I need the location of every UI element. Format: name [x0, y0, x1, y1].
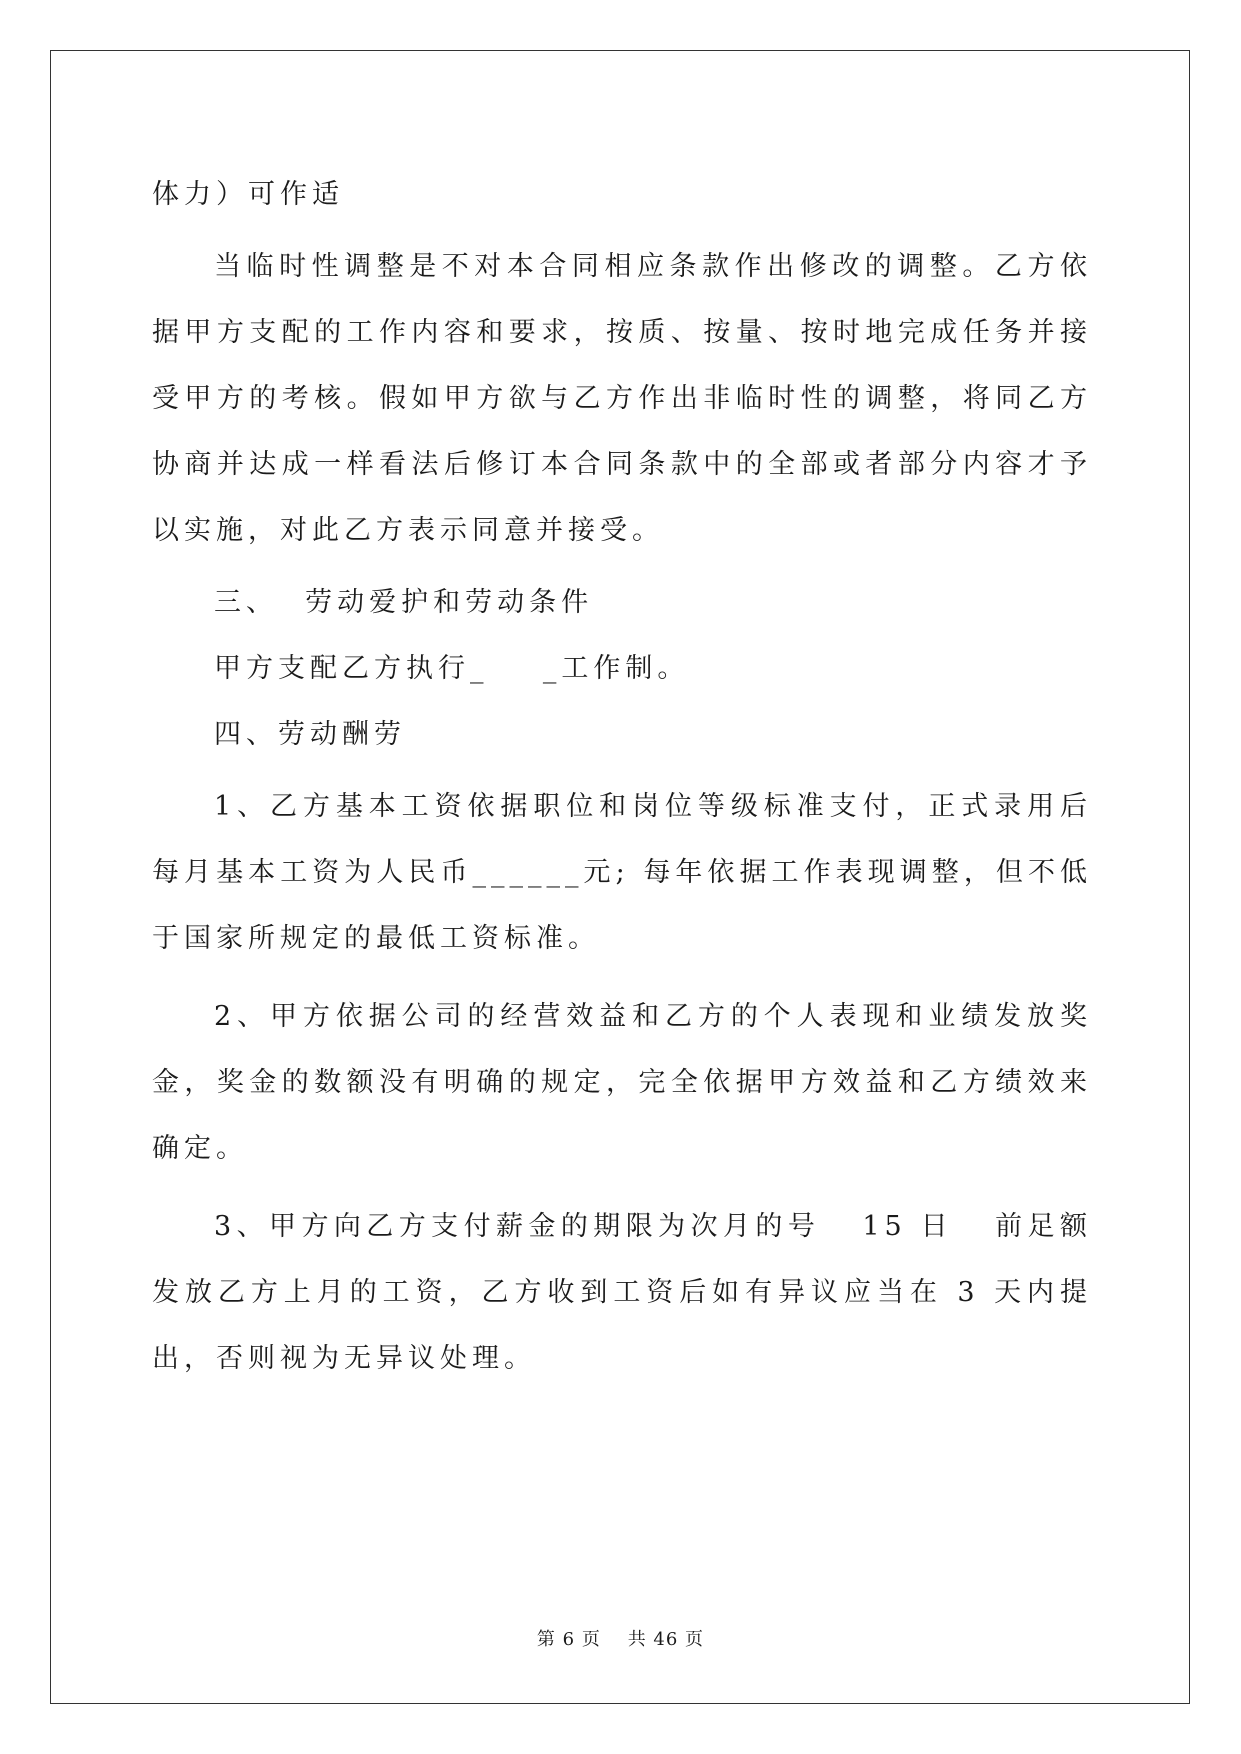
paragraph-basic-salary: 1、乙方基本工资依据职位和岗位等级标准支付，正式录用后每月基本工资为人民币______元; 每年依据工作表现调整，但不低于国家所规定的最低工资标准。	[152, 791, 1092, 954]
paragraph-work-system: 甲方支配乙方执行_ _工作制。	[214, 653, 690, 684]
paragraph-bonus: 2、甲方依据公司的经营效益和乙方的个人表现和业绩发放奖金，奖金的数额没有明确的规定，完全依据甲方效益和乙方绩效来确定。	[152, 1001, 1092, 1164]
paragraph-payment-date: 3、甲方向乙方支付薪金的期限为次月的号 15 日 前足额发放乙方上月的工资，乙方收到工资后如有异议应当在 3 天内提出，否则视为无异议处理。	[152, 1211, 1092, 1374]
section-heading-remuneration: 四、劳动酬劳	[214, 719, 406, 750]
paragraph-adjustment-clause: 当临时性调整是不对本合同相应条款作出修改的调整。乙方依据甲方支配的工作内容和要求，按质、按量、按时地完成任务并接受甲方的考核。假如甲方欲与乙方作出非临时性的调整，将同乙方协商并达成一样看法后修订本合同条款中的全部或者部分内容才予以实施，对此乙方表示同意并接受。	[152, 251, 1092, 546]
section-heading-labor-protection: 三、 劳动爱护和劳动条件	[214, 587, 594, 618]
paragraph-continuation: 体力）可作适	[152, 179, 344, 210]
page-number-footer: 第 6 页 共 46 页	[536, 1629, 705, 1650]
document-body	[152, 162, 1092, 1392]
